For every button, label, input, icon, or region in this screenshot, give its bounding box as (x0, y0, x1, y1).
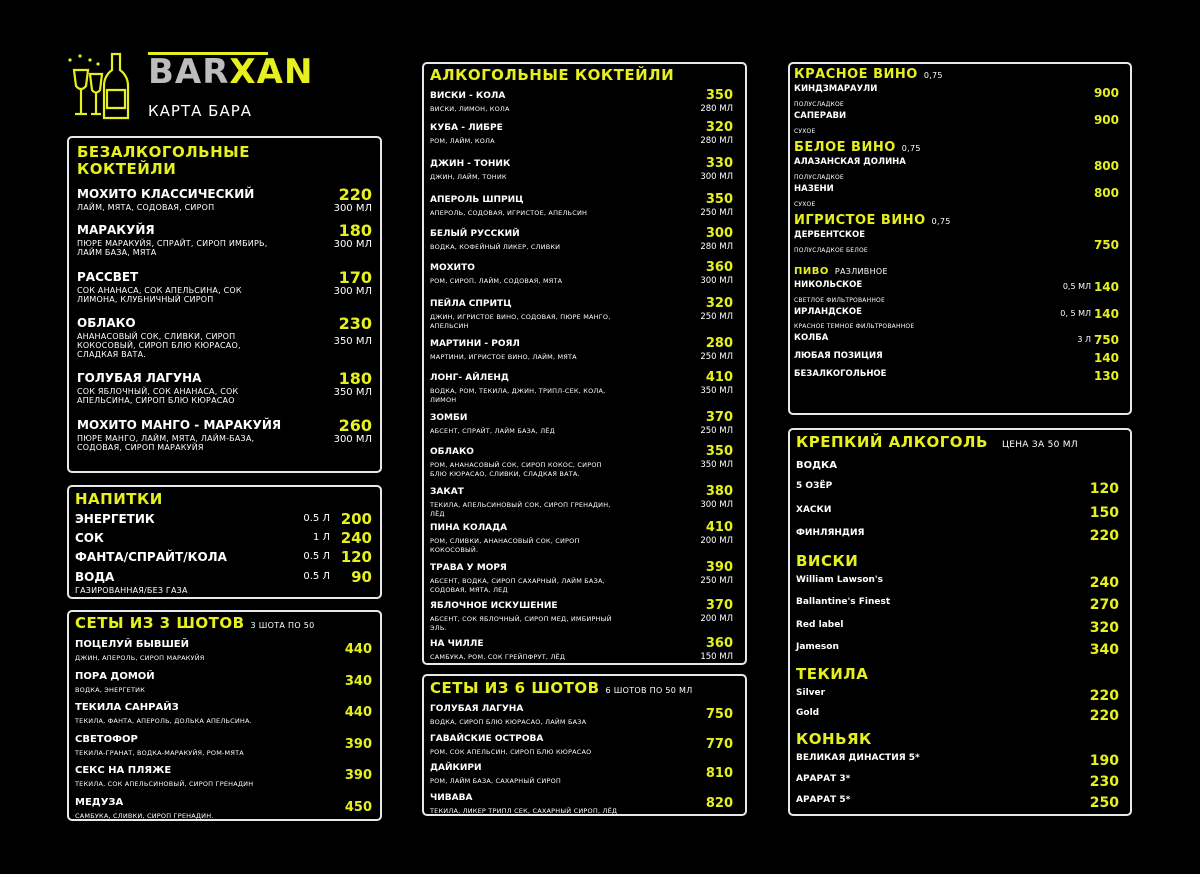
item-description: МАРТИНИ, ИГРИСТОЕ ВИНО, ЛАЙМ, МЯТА (430, 353, 577, 361)
subsection-title: КОНЬЯК (796, 729, 872, 748)
item-name: ЛОНГ- АЙЛЕНД (430, 373, 509, 383)
item-description: АНАНАСОВЫЙ СОК, СЛИВКИ, СИРОП КОКОСОВЫЙ, СИРОП БЛЮ КЮРАСАО, СЛАДКАЯ ВАТА. (77, 332, 241, 359)
item-name: МОХИТО (430, 263, 475, 273)
item-volume: 350 МЛ (700, 386, 733, 396)
item-description: СВЕТЛОЕ ФИЛЬТРОВАННОЕ (794, 296, 885, 304)
menu-item (796, 687, 1119, 707)
item-description: ПОЛУСЛАДКОЕ (794, 100, 844, 108)
item-price: 230 (338, 314, 372, 333)
item-price: 340 (344, 673, 372, 689)
item-price: 410 (705, 370, 733, 385)
item-price: 750 (1093, 238, 1119, 252)
item-volume: 300 МЛ (700, 172, 733, 182)
item-description: РОМ, ЛАЙМ, КОЛА (430, 137, 495, 145)
menu-item (430, 298, 733, 338)
menu-item (75, 764, 372, 796)
item-volume: 280 МЛ (700, 136, 733, 146)
item-name: СОК (75, 531, 104, 545)
menu-item (75, 701, 372, 733)
item-price: 120 (340, 548, 372, 566)
item-price: 360 (705, 260, 733, 275)
item-name: ВИСКИ - КОЛА (430, 91, 506, 101)
drinks-list (75, 512, 372, 596)
item-description: ВОДКА, ЭНЕРГЕТИК (75, 685, 146, 694)
item-description: ТЕКИЛА, ФАНТА, АПЕРОЛЬ, ДОЛЬКА АПЕЛЬСИНА. (75, 717, 252, 725)
section-note: 0,75 (931, 217, 951, 226)
item-name: БЕЗАЛКОГОЛЬНОЕ (794, 369, 887, 379)
menu-item (75, 550, 372, 570)
item-name: ВОДА (75, 570, 115, 584)
item-price: 750 (1093, 333, 1119, 347)
item-name: МАРАКУЙЯ (77, 223, 155, 237)
item-name: Jameson (796, 642, 839, 652)
item-name: ЗАКАТ (430, 487, 464, 497)
item-name: ЗОМБИ (430, 413, 468, 423)
section-title: НАПИТКИ (75, 490, 163, 508)
menu-item (794, 184, 1119, 211)
item-price: 220 (1089, 528, 1119, 544)
item-name: Silver (796, 687, 826, 698)
item-price: 180 (338, 221, 372, 240)
item-volume: 150 МЛ (700, 652, 733, 662)
strong-alcohol-panel (788, 428, 1132, 816)
item-name: АРАРАТ 5* (796, 794, 851, 805)
menu-item (796, 504, 1119, 528)
item-price: 800 (1093, 159, 1119, 173)
item-price: 370 (705, 598, 733, 613)
section-title (794, 263, 1119, 280)
item-description: РОМ, ЛАЙМ БАЗА, САХАРНЫЙ СИРОП (430, 777, 561, 785)
section-title (794, 66, 1119, 84)
item-price: 140 (1093, 280, 1119, 294)
item-price: 120 (1089, 481, 1119, 497)
item-volume: 350 МЛ (700, 460, 733, 470)
item-description: ПЮРЕ МАНГО, ЛАЙМ, МЯТА, ЛАЙМ-БАЗА, СОДОВАЯ, СИРОП МАРАКУЙЯ (77, 434, 255, 452)
item-name: ПИНА КОЛАДА (430, 523, 508, 533)
item-name: АПЕРОЛЬ ШПРИЦ (430, 195, 524, 205)
section-title-text: БЕЛОЕ ВИНО (794, 140, 896, 155)
menu-item (430, 703, 733, 733)
item-description: ВИСКИ, ЛИМОН, КОЛА (430, 105, 510, 113)
menu-item (796, 707, 1119, 727)
item-description: ТЕКИЛА-ГРАНАТ, ВОДКА-МАРАКУЙЯ, РОМ-МЯТА (75, 748, 244, 757)
section-note: 3 ШОТА ПО 50 (250, 621, 315, 630)
item-name: САПЕРАВИ (794, 111, 847, 121)
item-price: 240 (340, 529, 372, 547)
item-name: ПОЦЕЛУЙ БЫВШЕЙ (75, 639, 190, 650)
menu-item (75, 796, 372, 828)
item-description: РОМ, СОК АПЕЛЬСИН, СИРОП БЛЮ КЮРАСАО (430, 747, 592, 756)
item-price: 370 (705, 410, 733, 425)
item-description: САМБУКА, СЛИВКИ, СИРОП ГРЕНАДИН. (75, 811, 214, 820)
item-price: 800 (1093, 186, 1119, 200)
item-price: 180 (338, 369, 372, 388)
menu-item (430, 412, 733, 446)
strong-list (796, 460, 1119, 815)
brand-logo (66, 52, 314, 124)
item-price: 900 (1093, 113, 1119, 127)
section-title (794, 139, 1119, 157)
item-name: ДЖИН - ТОНИК (430, 159, 511, 169)
item-price: 810 (705, 766, 733, 781)
item-price: 330 (705, 156, 733, 171)
menu-item (430, 486, 733, 522)
menu-item (77, 223, 372, 270)
menu-item (75, 531, 372, 550)
section-title-text: КРЕПКИЙ АЛКОГОЛЬ (796, 433, 988, 451)
item-volume: 300 МЛ (333, 239, 372, 250)
item-description: ВОДКА, СИРОП БЛЮ КЮРАСАО, ЛАЙМ БАЗА (430, 718, 587, 726)
item-price: 220 (338, 185, 372, 204)
item-price: 390 (705, 560, 733, 575)
item-price: 350 (705, 444, 733, 459)
item-name: ГОЛУБАЯ ЛАГУНА (77, 371, 202, 385)
item-name: МЕДУЗА (75, 796, 124, 808)
item-description: ТЕКИЛА, ЛИКЕР ТРИПЛ СЕК, САХАРНЫЙ СИРОП, ЛЁД (430, 806, 618, 815)
menu-item (794, 84, 1119, 111)
menu-item (796, 596, 1119, 619)
menu-item (430, 262, 733, 298)
item-price: 390 (344, 768, 372, 783)
item-volume: 0.5 Л (303, 551, 330, 562)
sets6-panel (422, 674, 747, 816)
item-volume: 200 МЛ (700, 536, 733, 546)
item-description: ПОЛУСЛАДКОЕ БЕЛОЕ (794, 246, 868, 254)
item-description: ПОЛУСЛАДКОЕ (794, 173, 844, 181)
item-name: МОХИТО КЛАССИЧЕСКИЙ (77, 187, 255, 201)
menu-item (77, 418, 372, 464)
item-name: ФАНТА/СПРАЙТ/КОЛА (75, 550, 227, 564)
item-description: АБСЕНТ, ВОДКА, СИРОП САХАРНЫЙ, ЛАЙМ БАЗА, СОДОВАЯ, МЯТА, ЛЕД (430, 577, 605, 594)
menu-item (796, 574, 1119, 597)
item-volume: 3 Л (1077, 335, 1091, 344)
wine-beer-panel (788, 62, 1132, 415)
item-name: КУБА - ЛИБРЕ (430, 123, 503, 133)
item-price: 250 (1089, 794, 1119, 811)
drinks-panel (67, 485, 382, 599)
item-volume: 250 МЛ (700, 426, 733, 436)
champagne-bottle-icon (66, 52, 136, 122)
item-name: ПОРА ДОМОЙ (75, 670, 155, 682)
menu-item (796, 641, 1119, 664)
item-price: 220 (1089, 687, 1119, 704)
item-name: ОБЛАКО (77, 316, 136, 330)
brand-part-b: XAN (229, 52, 314, 92)
section-title: БЕЗАЛКОГОЛЬНЫЕ КОКТЕЙЛИ (77, 143, 250, 178)
menu-item (796, 480, 1119, 504)
item-price: 450 (344, 799, 372, 815)
item-price: 270 (1089, 597, 1119, 613)
menu-item (430, 90, 733, 122)
item-volume: 350 МЛ (333, 387, 372, 398)
menu-item (75, 570, 372, 596)
menu-item (430, 522, 733, 562)
item-name: СВЕТОФОР (75, 733, 138, 745)
item-name: КИНДЗМАРАУЛИ (794, 84, 878, 94)
item-price: 410 (705, 520, 733, 535)
item-price: 320 (1089, 619, 1119, 636)
section-note: 0,75 (901, 144, 921, 153)
item-price: 130 (1093, 369, 1119, 383)
menu-item (794, 157, 1119, 184)
menu-item (794, 111, 1119, 138)
item-description: СУХОЕ (794, 200, 816, 208)
item-name: ГОЛУБАЯ ЛАГУНА (430, 704, 524, 714)
menu-item (794, 333, 1119, 351)
item-price: 340 (1089, 642, 1119, 658)
item-price: 350 (705, 192, 733, 207)
sets6-list (430, 703, 733, 821)
item-volume: 250 МЛ (700, 312, 733, 322)
menu-item (796, 527, 1119, 551)
menu-item (430, 562, 733, 600)
subsection-title: ВОДКА (796, 460, 837, 471)
menu-item (430, 600, 733, 638)
menu-item (430, 446, 733, 486)
item-name: ПЕЙЛА СПРИТЦ (430, 299, 512, 309)
item-description: АБСЕНТ, СОК ЯБЛОЧНЫЙ, СИРОП МЕД, ИМБИРНЫЙ ЭЛЬ. (430, 615, 612, 632)
item-description: АБСЕНТ, СПРАЙТ, ЛАЙМ БАЗА, ЛЁД (430, 427, 555, 435)
item-price: 380 (705, 484, 733, 499)
menu-item (794, 351, 1119, 369)
menu-item (430, 792, 733, 822)
item-name: АРАРАТ 3* (796, 773, 851, 784)
item-volume: 300 МЛ (333, 203, 372, 214)
item-name: William Lawson's (796, 574, 884, 585)
item-name: КОЛБА (794, 333, 829, 343)
item-price: 150 (1089, 504, 1119, 521)
item-name: ДЕРБЕНТСКОЕ (794, 230, 866, 240)
item-price: 320 (705, 296, 733, 311)
item-price: 220 (1089, 707, 1119, 724)
item-name: ХАСКИ (796, 504, 832, 515)
menu-item (796, 752, 1119, 773)
item-description: ВОДКА, КОФЕЙНЫЙ ЛИКЕР, СЛИВКИ (430, 243, 561, 251)
item-name: СЕКС НА ПЛЯЖЕ (75, 765, 172, 776)
alc-cocktails-panel (422, 62, 747, 665)
item-price: 440 (344, 642, 372, 657)
menu-item (430, 158, 733, 194)
section-title-text: КРАСНОЕ ВИНО (794, 67, 918, 82)
item-volume: 0,5 МЛ (1062, 282, 1091, 291)
item-description: ЛАЙМ, МЯТА, СОДОВАЯ, СИРОП (77, 203, 215, 212)
item-name: ВЕЛИКАЯ ДИНАСТИЯ 5* (796, 752, 920, 763)
item-price: 200 (340, 510, 372, 528)
item-name: НА ЧИЛЛЕ (430, 639, 484, 649)
menu-item (430, 122, 733, 158)
item-price: 240 (1089, 574, 1119, 591)
item-volume: 300 МЛ (333, 434, 372, 445)
item-price: 170 (338, 268, 372, 287)
item-description: ПЮРЕ МАРАКУЙЯ, СПРАЙТ, СИРОП ИМБИРЬ, ЛАЙМ БАЗА, МЯТА (77, 239, 268, 257)
item-volume: 280 МЛ (700, 104, 733, 114)
alc-list (430, 90, 733, 668)
item-name: МОХИТО МАНГО - МАРАКУЙЯ (77, 418, 282, 432)
item-description: САМБУКА, РОМ, СОК ГРЕЙПФРУТ, ЛЁД (430, 653, 566, 661)
item-name: ОБЛАКО (430, 447, 474, 457)
menu-item (796, 794, 1119, 815)
item-price: 190 (1089, 752, 1119, 769)
item-name: РАССВЕТ (77, 270, 139, 284)
menu-subtitle: КАРТА БАРА (148, 102, 253, 120)
menu-item (430, 733, 733, 763)
item-name: ТЕКИЛА САНРАЙЗ (75, 702, 179, 713)
menu-item (75, 638, 372, 670)
brand-name (148, 52, 313, 92)
menu-item (77, 316, 372, 371)
item-description: РОМ, СИРОП, ЛАЙМ, СОДОВАЯ, МЯТА (430, 277, 563, 285)
section-title (794, 212, 1119, 230)
item-description: СОК ЯБЛОЧНЫЙ, СОК АНАНАСА, СОК АПЕЛЬСИНА, СИРОП БЛЮ КЮРАСАО (77, 387, 239, 405)
menu-item (75, 733, 372, 765)
menu-item (75, 670, 372, 702)
item-volume: 300 МЛ (333, 286, 372, 297)
item-name: НАЗЕНИ (794, 184, 834, 194)
item-name: НИКОЛЬСКОЕ (794, 280, 863, 290)
menu-item (430, 194, 733, 228)
item-volume: 300 МЛ (700, 276, 733, 286)
item-volume: 250 МЛ (700, 352, 733, 362)
item-price: 350 (705, 88, 733, 103)
menu-item (430, 228, 733, 262)
item-volume: 0.5 Л (303, 571, 330, 582)
subsection-title: ТЕКИЛА (796, 664, 869, 683)
item-name: ЧИВАВА (430, 792, 473, 803)
item-volume: 0, 5 МЛ (1060, 308, 1091, 318)
sets3-panel (67, 610, 382, 821)
item-volume: 350 МЛ (333, 336, 372, 347)
item-name: ФИНЛЯНДИЯ (796, 528, 865, 538)
menu-item (794, 230, 1119, 263)
menu-item (796, 619, 1119, 642)
item-name: ГАВАЙСКИЕ ОСТРОВА (430, 733, 544, 744)
item-price: 750 (705, 707, 733, 722)
section-title-text: ПИВО (794, 266, 829, 277)
item-name: ТРАВА У МОРЯ (430, 563, 507, 573)
menu-item (430, 338, 733, 372)
item-name: ИРЛАНДСКОЕ (794, 306, 862, 317)
item-description: ГАЗИРОВАННАЯ/БЕЗ ГАЗА (75, 586, 188, 595)
item-price: 390 (344, 736, 372, 752)
section-title-text: СЕТЫ ИЗ 3 ШОТОВ (75, 614, 245, 632)
item-name: ЛЮБАЯ ПОЗИЦИЯ (794, 351, 883, 361)
item-name: БЕЛЫЙ РУССКИЙ (430, 229, 520, 239)
item-price: 360 (705, 636, 733, 651)
item-name: ЭНЕРГЕТИК (75, 512, 155, 526)
item-description: ДЖИН, ЛАЙМ, ТОНИК (430, 173, 507, 181)
menu-item (77, 270, 372, 316)
menu-item (77, 371, 372, 418)
item-name: Gold (796, 707, 820, 718)
menu-item (430, 762, 733, 792)
item-name: ДАЙКИРИ (430, 763, 482, 773)
item-description: ВОДКА, РОМ, ТЕКИЛА, ДЖИН, ТРИПЛ-СЕК, КОЛА, ЛИМОН (430, 387, 606, 404)
section-title (796, 434, 1119, 454)
section-title: АЛКОГОЛЬНЫЕ КОКТЕЙЛИ (430, 66, 675, 84)
item-description: ДЖИН, ИГРИСТОЕ ВИНО, СОДОВАЯ, ПЮРЕ МАНГО, АПЕЛЬСИН (430, 313, 611, 330)
item-description: ТЕКИЛА, АПЕЛЬСИНОВЫЙ СОК, СИРОП ГРЕНАДИН, ЛЁД (430, 501, 611, 518)
section-note: РАЗЛИВНОЕ (834, 267, 888, 276)
menu-item (430, 372, 733, 412)
section-title (75, 615, 372, 634)
item-name: МАРТИНИ - РОЯЛ (430, 339, 520, 349)
menu-item (794, 307, 1119, 334)
item-description: ТЕКИЛА, СОК АПЕЛЬСИНОВЫЙ, СИРОП ГРЕНАДИН (75, 780, 254, 788)
nonalc-cocktails-panel (67, 136, 382, 473)
item-name: Red label (796, 619, 844, 630)
item-name: 5 ОЗЁР (796, 481, 833, 491)
item-description: АПЕРОЛЬ, СОДОВАЯ, ИГРИСТОЕ, АПЕЛЬСИН (430, 209, 588, 217)
item-price: 230 (1089, 773, 1119, 790)
item-name: ЯБЛОЧНОЕ ИСКУШЕНИЕ (430, 601, 558, 611)
section-title-text: ИГРИСТОЕ ВИНО (794, 213, 926, 228)
item-volume: 300 МЛ (700, 500, 733, 510)
item-price: 140 (1093, 351, 1119, 365)
item-volume: 1 Л (312, 532, 330, 543)
menu-item (794, 369, 1119, 387)
item-price: 260 (338, 416, 372, 435)
section-note: 6 ШОТОВ ПО 50 МЛ (605, 686, 693, 695)
item-description: РОМ, СЛИВКИ, АНАНАСОВЫЙ СОК, СИРОП КОКОСОВЫЙ. (430, 537, 580, 554)
item-description: ДЖИН, АПЕРОЛЬ, СИРОП МАРАКУЙЯ (75, 654, 205, 662)
menu-item (75, 512, 372, 531)
subsection-title: ВИСКИ (796, 551, 859, 570)
item-price: 820 (705, 795, 733, 811)
item-name: Ballantine's Finest (796, 597, 891, 607)
menu-item (430, 638, 733, 668)
section-note: ЦЕНА ЗА 50 МЛ (1001, 440, 1078, 450)
item-volume: 280 МЛ (700, 242, 733, 252)
section-note: 0,75 (923, 71, 943, 80)
section-title (430, 680, 733, 699)
menu-item (794, 280, 1119, 307)
item-description: КРАСНОЕ ТЕМНОЕ ФИЛЬТРОВАННОЕ (794, 323, 915, 330)
section-title-text: СЕТЫ ИЗ 6 ШОТОВ (430, 679, 600, 697)
item-price: 320 (705, 120, 733, 135)
nonalc-list (77, 187, 372, 464)
item-price: 300 (705, 226, 733, 241)
item-price: 90 (351, 568, 372, 586)
item-description: РОМ, АНАНАСОВЫЙ СОК, СИРОП КОКОС, СИРОП БЛЮ КЮРАСАО, СЛИВКИ, СЛАДКАЯ ВАТА. (430, 461, 602, 478)
item-price: 280 (705, 336, 733, 351)
sets3-list (75, 638, 372, 827)
item-description: СУХОЕ (794, 127, 816, 135)
menu-item (796, 773, 1119, 794)
brand-part-a: BAR (148, 52, 230, 92)
item-volume: 200 МЛ (700, 614, 733, 624)
item-price: 770 (705, 736, 733, 752)
item-volume: 250 МЛ (700, 576, 733, 586)
item-name: АЛАЗАНСКАЯ ДОЛИНА (794, 157, 906, 167)
item-price: 140 (1093, 306, 1119, 321)
wine-list (794, 66, 1119, 387)
item-price: 900 (1093, 86, 1119, 100)
item-description: СОК АНАНАСА, СОК АПЕЛЬСИНА, СОК ЛИМОНА, КЛУБНИЧНЫЙ СИРОП (77, 286, 242, 304)
item-volume: 250 МЛ (700, 208, 733, 218)
item-volume: 0.5 Л (303, 513, 330, 524)
item-price: 440 (344, 705, 372, 720)
menu-item (77, 187, 372, 223)
